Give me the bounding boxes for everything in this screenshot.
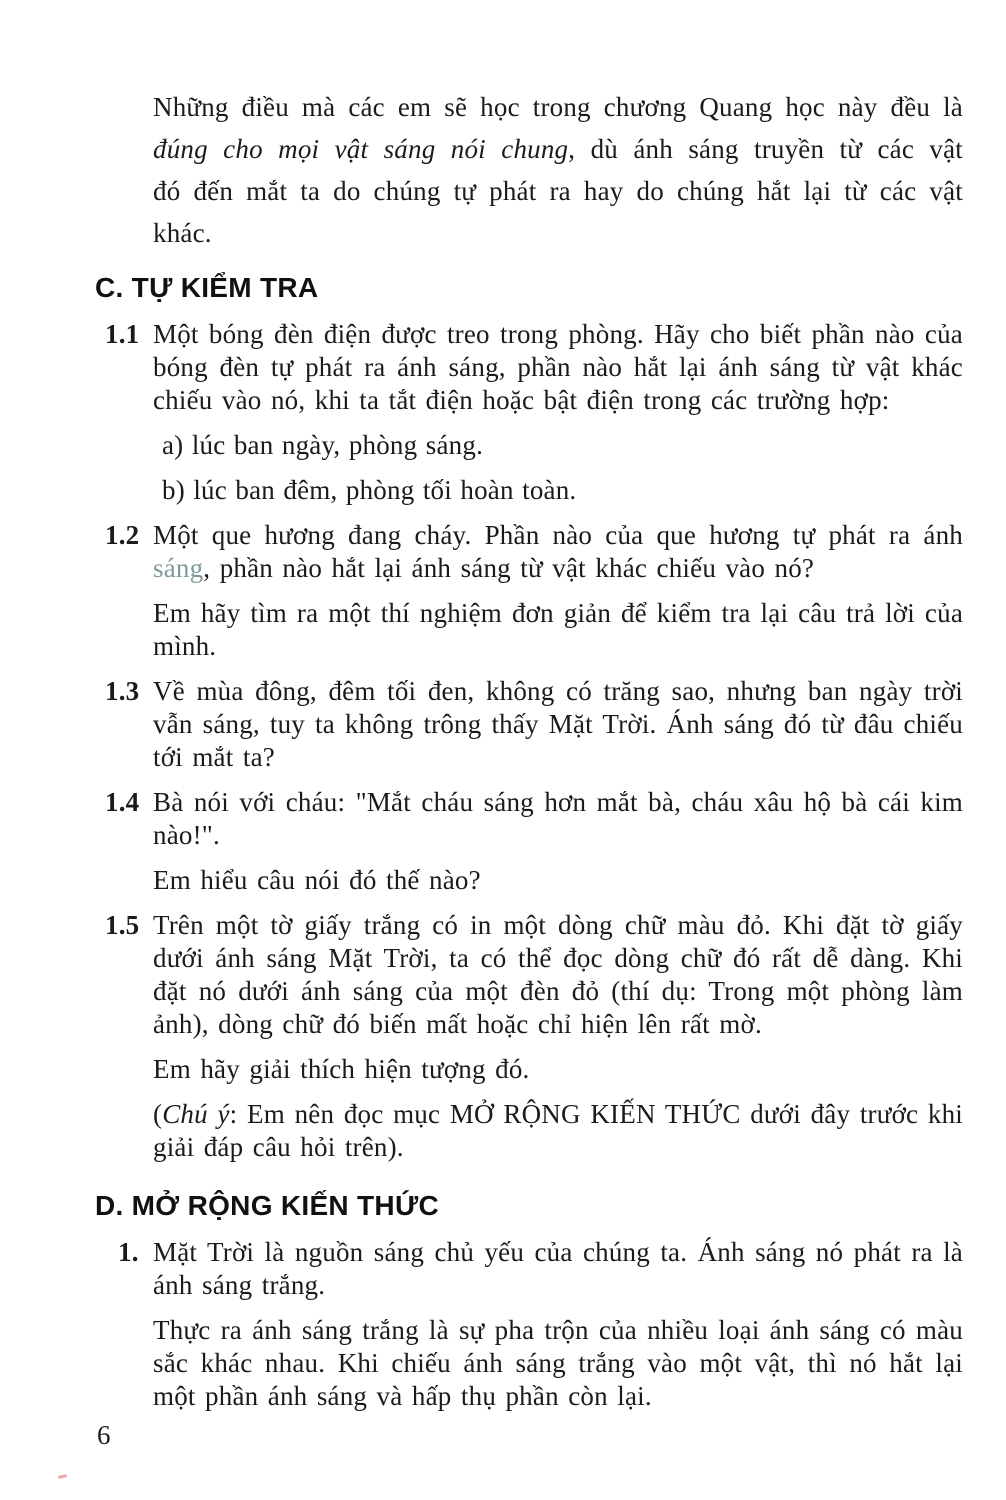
- note-italic-label: Chú ý: [162, 1099, 230, 1129]
- section-c-heading: C. TỰ KIỂM TRA: [95, 272, 319, 303]
- intro-paragraph: [153, 86, 963, 254]
- item-followup: Em hãy giải thích hiện tượng đó.: [153, 1054, 530, 1084]
- note-rest: : Em nên đọc mục MỞ RỘNG KIẾN THỨC dưới đây trước khi giải đáp câu hỏi trên).: [153, 1099, 963, 1162]
- item-followup: Thực ra ánh sáng trắng là sự pha trộn của nhiều loại ánh sáng có màu sắc khác nhau. Khi chiếu ánh sáng trắng vào một vật, thì nó hắt lại một phần ánh sáng và hấp thụ phần còn lại.: [153, 1315, 963, 1411]
- page-content: [95, 86, 963, 1413]
- item-number: 1.1: [105, 319, 140, 349]
- item-number: 1.2: [105, 520, 140, 550]
- item-followup: Em hãy tìm ra một thí nghiệm đơn giản để kiểm tra lại câu trả lời của mình.: [153, 598, 963, 661]
- item-number: 1.3: [105, 676, 140, 706]
- exercise-item-1-3: [95, 675, 963, 774]
- item-text: Một bóng đèn điện được treo trong phòng. Hãy cho biết phần nào của bóng đèn tự phát ra ánh sáng, phần nào hắt lại ánh sáng từ vật khác chiếu vào nó, khi ta tắt điện hoặc bật điện trong các trường hợp:: [153, 319, 963, 415]
- subitem-a: a) lúc ban ngày, phòng sáng.: [162, 430, 484, 460]
- item-followup: Em hiểu câu nói đó thế nào?: [153, 865, 481, 895]
- item-number: 1.4: [105, 787, 140, 817]
- exercise-item-1-4: [95, 786, 963, 897]
- exercise-item-1-1: [95, 318, 963, 507]
- intro-text-2: , dù ánh sáng truyền từ các vật đó đến mắt ta do chúng tự phát ra hay do chúng hắt lại từ các vật khác.: [153, 134, 963, 248]
- knowledge-item-1: [95, 1236, 963, 1413]
- item-text: Về mùa đông, đêm tối đen, không có trăng sao, nhưng ban ngày trời vẫn sáng, tuy ta không trông thấy Mặt Trời. Ánh sáng đó từ đâu chiếu tới mắt ta?: [153, 676, 963, 772]
- faded-scan-word: sáng: [153, 553, 204, 583]
- exercise-item-1-2: [95, 519, 963, 663]
- item-text: Bà nói với cháu: "Mắt cháu sáng hơn mắt bà, cháu xâu hộ bà cái kim nào!".: [153, 787, 963, 850]
- item-text-part2: , phần nào hắt lại ánh sáng từ vật khác chiếu vào nó?: [203, 553, 815, 583]
- item-note: [153, 1098, 963, 1164]
- exercise-item-1-5: [95, 909, 963, 1164]
- item-text: Mặt Trời là nguồn sáng chủ yếu của chúng ta. Ánh sáng nó phát ra là ánh sáng trắng.: [153, 1237, 963, 1300]
- item-number: 1.: [118, 1237, 139, 1267]
- subitem-b: b) lúc ban đêm, phòng tối hoàn toàn.: [162, 475, 577, 505]
- scan-artifact-speck: [58, 1474, 67, 1479]
- note-open-paren: (: [153, 1099, 163, 1129]
- item-text: [153, 519, 963, 585]
- item-text-part1: Một que hương đang cháy. Phần nào của que hương tự phát ra ánh: [153, 520, 963, 550]
- page-number: 6: [97, 1420, 111, 1450]
- section-d-heading: D. MỞ RỘNG KIẾN THỨC: [95, 1190, 439, 1221]
- intro-italic-phrase: đúng cho mọi vật sáng nói chung: [153, 134, 569, 164]
- item-number: 1.5: [105, 910, 140, 940]
- item-text: Trên một tờ giấy trắng có in một dòng chữ màu đỏ. Khi đặt tờ giấy dưới ánh sáng Mặt Trời, ta có thể đọc dòng chữ đó rất dễ dàng. Khi đặt nó dưới ánh sáng của một đèn đỏ (thí dụ: Trong một phòng làm ảnh), dòng chữ đó biến mất hoặc chỉ hiện lên rất mờ.: [153, 910, 963, 1039]
- intro-text-1: Những điều mà các em sẽ học trong chương Quang học này đều là: [153, 92, 963, 122]
